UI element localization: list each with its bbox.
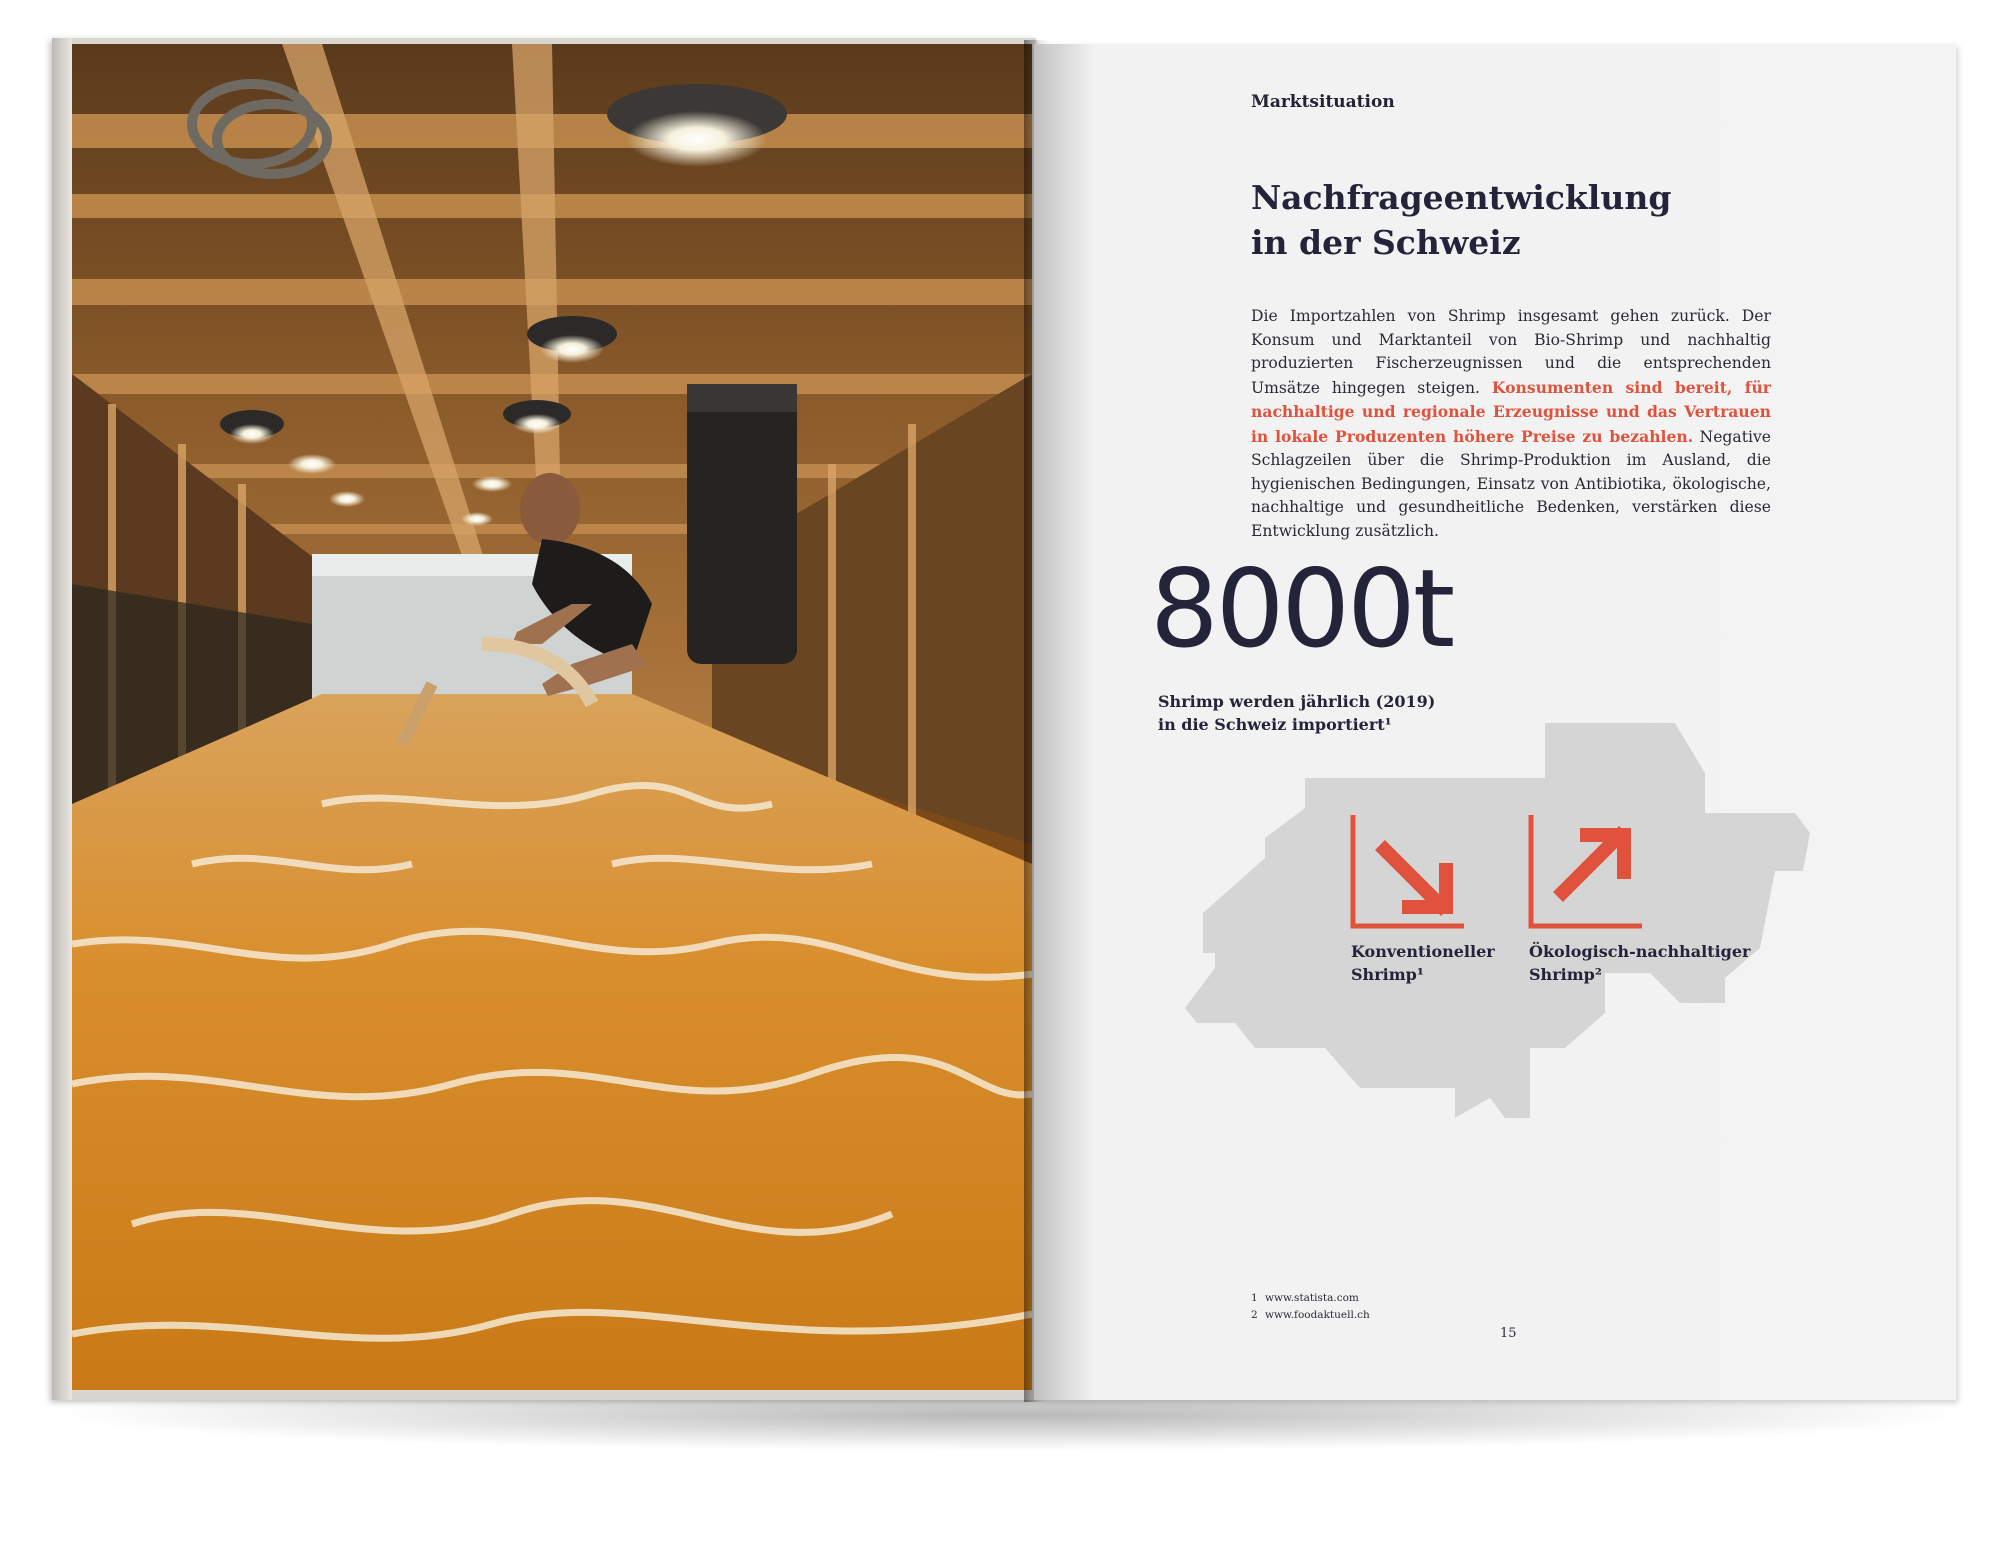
headline-line-2: in der Schweiz [1251, 223, 1521, 262]
footnote [1251, 1290, 1370, 1307]
trend-label-conventional [1351, 940, 1495, 986]
headline [1251, 175, 1771, 265]
body-highlight: Konsumenten sind bereit, für nachhaltige und regionale Erzeugnisse und das Vertrauen in lokale Produzenten höhere Preise zu bezahlen. [1251, 377, 1771, 446]
footnote [1251, 1307, 1370, 1324]
shrimp-farm-photo [72, 44, 1032, 1390]
footnote-link[interactable]: www.statista.com [1265, 1292, 1359, 1304]
arrow-down-right-icon [1350, 815, 1464, 929]
trend-label-sustainable [1529, 940, 1750, 986]
footnote-number: 1 [1251, 1292, 1258, 1304]
body-text-part-2: Negative Schlagzeilen über die Shrimp-Produktion im Ausland, die hygienischen Bedingungen, Einsatz von Antibiotika, ökologische, nachhaltige und gesundheitliche Bedenken, verstärken diese Entwicklung zusätzlich. [1251, 427, 1771, 540]
headline-line-1: Nachfrageentwicklung [1251, 178, 1672, 217]
trend-label-sustainable-line-1: Ökologisch-nachhaltiger [1529, 942, 1751, 961]
section-label: Marktsituation [1251, 92, 1395, 112]
trend-label-sustainable-line-2: Shrimp² [1529, 965, 1602, 984]
footnote-link[interactable]: www.foodaktuell.ch [1265, 1309, 1370, 1321]
trend-label-conventional-line-1: Konventioneller [1351, 942, 1495, 961]
stat-caption-line-2: in die Schweiz importiert¹ [1158, 715, 1392, 734]
trend-label-conventional-line-2: Shrimp¹ [1351, 965, 1424, 984]
footnotes [1251, 1290, 1370, 1324]
page-fold-shade [1034, 44, 1094, 1400]
switzerland-map [1185, 718, 1825, 1138]
body-paragraph [1251, 305, 1771, 543]
footnote-number: 2 [1251, 1309, 1258, 1321]
stat-caption-line-1: Shrimp werden jährlich (2019) [1158, 692, 1436, 711]
body-text-part-1: Die Importzahlen von Shrimp insgesamt gehen zurück. Der Konsum und Marktanteil von Bio-Shrimp und nachhaltig produzierten Fischerzeugnissen und die entsprechenden Umsätze hingegen steigen. [1251, 307, 1771, 397]
arrow-up-right-icon [1528, 815, 1642, 929]
page-edge [52, 38, 72, 1400]
switzerland-map-shape [1185, 723, 1810, 1118]
page-number: 15 [1500, 1326, 1517, 1341]
import-volume-stat: 8000t [1150, 547, 1453, 672]
